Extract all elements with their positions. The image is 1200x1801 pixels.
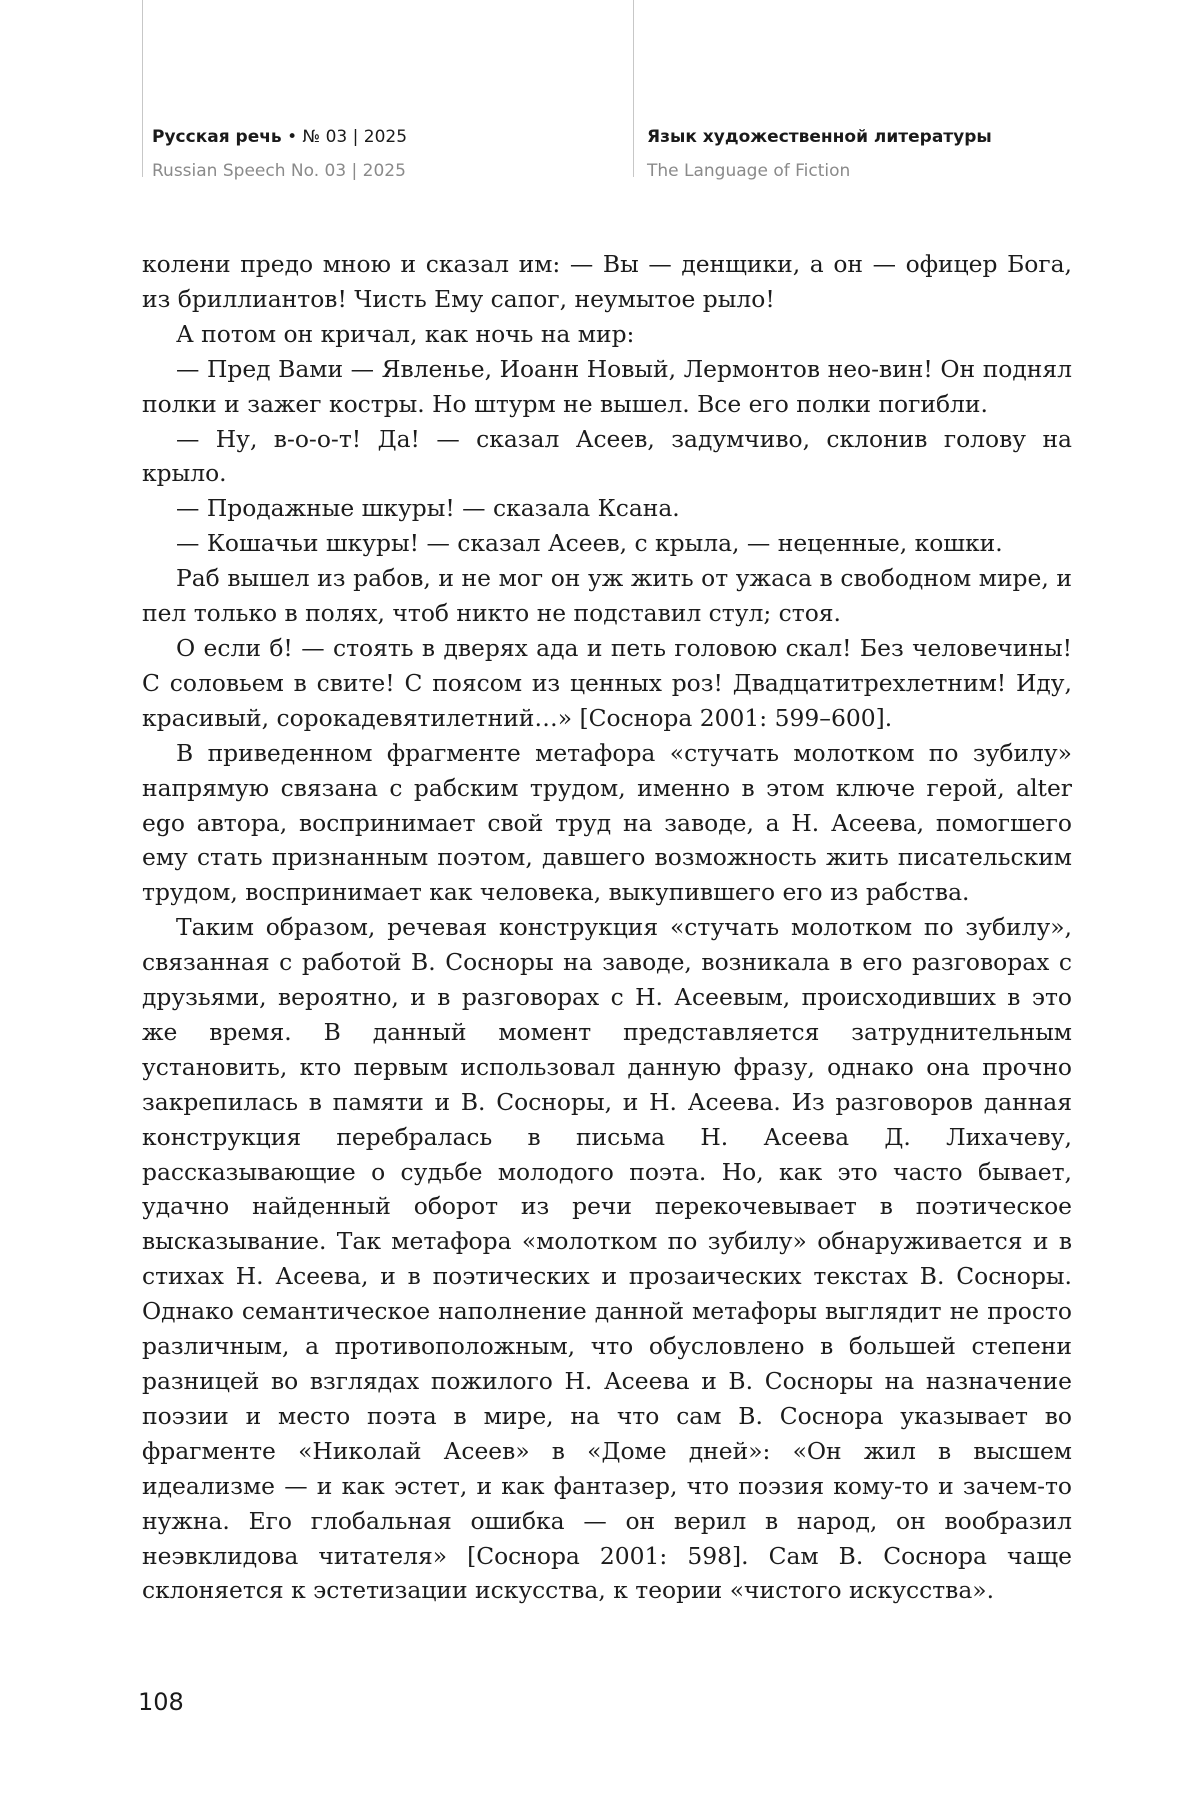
paragraph: А потом он кричал, как ночь на мир: [176,319,635,348]
page-number: 108 [138,1688,184,1716]
paragraph: — Ну, в-о-о-т! Да! — сказал Асеев, задумчиво, склонив голову на крыло. [142,424,1072,488]
paragraph: В приведенном фрагменте метафора «стучать молотком по зубилу» напрямую связана с рабским трудом, именно в этом ключе герой, alter ego автора, воспринимает свой труд на заводе, а Н. Асеева, помогшего ему стать признанным поэтом, давшего возможность жить писательским трудом, воспринимает как человека, выкупившего его из рабства. [142,738,1072,907]
journal-title: Русская речь [152,127,282,147]
journal-title-english: Russian Speech No. 03 | 2025 [152,161,406,181]
paragraph: О если б! — стоять в дверях ада и петь головою скал! Без человечины! С соловьем в свите! С поясом из ценных роз! Двадцатитрехлетним! Иду, красивый, сорокадевятилетний…» [Соснора 2001: 599–600]. [142,633,1072,732]
paragraph: Таким образом, речевая конструкция «стучать молотком по зубилу», связанная с работой В. Сосноры на заводе, возникала в его разговорах с друзьями, вероятно, и в разговорах с Н. Асеевым, происходивших в это же время. В данный момент представляется затруднительным установить, кто первым использовал данную фразу, однако она прочно закрепилась в памяти и В. Сосноры, и Н. Асеева. Из разговоров данная конструкция перебралась в письма Н. Асеева Д. Лихачеву, рассказывающие о судьбе молодого поэта. Но, как это часто бывает, удачно найденный оборот из речи перекочевывает в поэтическое высказывание. Так метафора «молотком по зубилу» обнаруживается и в стихах Н. Асеева, и в поэтических и прозаических текстах В. Сосноры. Однако семантическое наполнение данной метафоры выглядит не просто различным, а противоположным, что обусловлено в большей степени разницей во взглядах пожилого Н. Асеева и В. Сосноры на назначение поэзии и место поэта в мире, на что сам В. Соснора указывает во фрагменте «Николай Асеев» в «Доме дней»: «Он жил в высшем идеализме — и как эстет, и как фантазер, что поэзия кому-то и зачем-то нужна. Его глобальная ошибка — он верил в народ, он вообразил неэвклидова читателя» [Соснора 2001: 598]. Сам В. Соснора чаще склоняется к эстетизации искусства, к теории «чистого искусства». [142,913,1072,1605]
paragraph: колени предо мною и сказал им: — Вы — денщики, а он — офицер Бога, из бриллиантов! Чисть Ему сапог, неумытое рыло! [142,250,1072,313]
journal-issue: № 03 | 2025 [302,127,408,147]
paragraph: — Кошачьи шкуры! — сказал Асеев, с крыла, — неценные, кошки. [176,529,1003,558]
header-rule-left [142,0,143,177]
section-title-english: The Language of Fiction [647,161,851,181]
header-rule-right [633,0,634,177]
journal-line: Русская речь • № 03 | 2025 [152,127,408,147]
running-header-right [647,124,992,184]
paragraph: Раб вышел из рабов, и не мог он уж жить от ужаса в свободном мире, и пел только в полях, чтоб никто не подставил стул; стоя. [142,564,1072,628]
section-title: Язык художественной литературы [647,127,992,147]
paragraph: — Продажные шкуры! — сказала Ксана. [176,494,680,523]
running-header-left [152,124,407,184]
paragraph: — Пред Вами — Явленье, Иоанн Новый, Лермонтов нео-вин! Он поднял полки и зажег костры. Но штурм не вышел. Все его полки погибли. [142,354,1072,418]
article-body [142,247,1072,1608]
section-line [647,124,992,150]
